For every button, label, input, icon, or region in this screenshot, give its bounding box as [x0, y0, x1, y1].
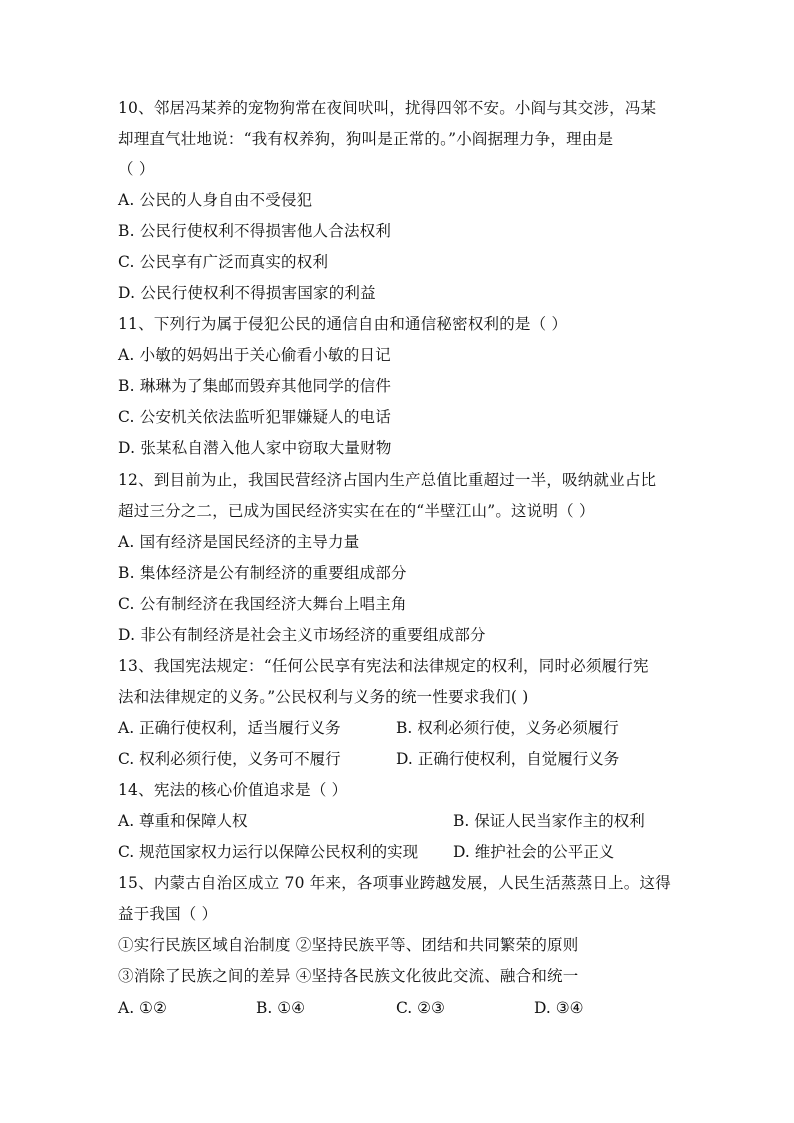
- question-13-option-a: A. 正确行使权利，适当履行义务: [118, 719, 341, 737]
- question-13-text-line-1: 13、我国宪法规定：“任何公民享有宪法和法律规定的权利，同时必须履行宪: [118, 657, 649, 675]
- question-15-text-line-1: 15、内蒙古自治区成立 70 年来，各项事业跨越发展，人民生活蒸蒸日上。这得: [118, 874, 671, 892]
- question-14-option-c: C. 规范国家权力运行以保障公民权利的实现: [118, 843, 419, 861]
- question-15-option-a: A. ①②: [118, 999, 167, 1017]
- question-11-option-b: B. 琳琳为了集邮而毁弃其他同学的信件: [118, 377, 392, 395]
- question-11-option-a: A. 小敏的妈妈出于关心偷看小敏的日记: [118, 346, 391, 364]
- question-12-text-line-1: 12、到目前为止，我国民营经济占国内生产总值比重超过一半，吸纳就业占比: [118, 471, 657, 489]
- question-13-option-d: D. 正确行使权利，自觉履行义务: [396, 750, 620, 768]
- question-14-option-a: A. 尊重和保障人权: [118, 812, 248, 830]
- question-15-option-d: D. ③④: [534, 999, 584, 1017]
- question-11-option-c: C. 公安机关依法监听犯罪嫌疑人的电话: [118, 408, 391, 426]
- question-15-option-b: B. ①④: [256, 999, 306, 1017]
- question-10-text-line-1: 10、邻居冯某养的宠物狗常在夜间吠叫，扰得四邻不安。小阎与其交涉，冯某: [118, 99, 657, 117]
- question-11-option-d: D. 张某私自潜入他人家中窃取大量财物: [118, 439, 392, 457]
- question-10-option-c: C. 公民享有广泛而真实的权利: [118, 253, 329, 271]
- question-12-option-b: B. 集体经济是公有制经济的重要组成部分: [118, 564, 407, 582]
- question-15-text-line-2: 益于我国（ ）: [118, 905, 218, 923]
- question-10-text-line-2: 却理直气壮地说：“我有权养狗，狗叫是正常的。”小阎据理力争，理由是: [118, 130, 614, 148]
- question-15-option-c: C. ②③: [396, 999, 445, 1017]
- question-12-option-d: D. 非公有制经济是社会主义市场经济的重要组成部分: [118, 626, 486, 644]
- question-10-answer-bracket: （ ）: [118, 160, 155, 178]
- question-10-option-b: B. 公民行使权利不得损害他人合法权利: [118, 222, 392, 240]
- question-15-statement-line-2: ③消除了民族之间的差异 ④坚持各民族文化彼此交流、融合和统一: [118, 967, 579, 985]
- question-11-text-line-1: 11、下列行为属于侵犯公民的通信自由和通信秘密权利的是（ ）: [118, 315, 568, 333]
- question-10-option-a: A. 公民的人身自由不受侵犯: [118, 191, 313, 209]
- question-12-text-line-2: 超过三分之二，已成为国民经济实实在在的“半壁江山”。这说明（ ）: [118, 502, 595, 520]
- question-13-option-b: B. 权利必须行使，义务必须履行: [396, 719, 619, 737]
- question-14-text-line-1: 14、宪法的核心价值追求是（ ）: [118, 781, 348, 799]
- question-10-option-d: D. 公民行使权利不得损害国家的利益: [118, 284, 376, 302]
- question-14-option-b: B. 保证人民当家作主的权利: [453, 812, 645, 830]
- question-13-text-line-2: 法和法律规定的义务。”公民权利与义务的统一性要求我们( ): [118, 688, 529, 706]
- question-15-statement-line-1: ①实行民族区域自治制度 ②坚持民族平等、团结和共同繁荣的原则: [118, 936, 579, 954]
- question-12-option-c: C. 公有制经济在我国经济大舞台上唱主角: [118, 595, 407, 613]
- question-13-option-c: C. 权利必须行使，义务可不履行: [118, 750, 341, 768]
- question-14-option-d: D. 维护社会的公平正义: [453, 843, 615, 861]
- question-12-option-a: A. 国有经济是国民经济的主导力量: [118, 533, 360, 551]
